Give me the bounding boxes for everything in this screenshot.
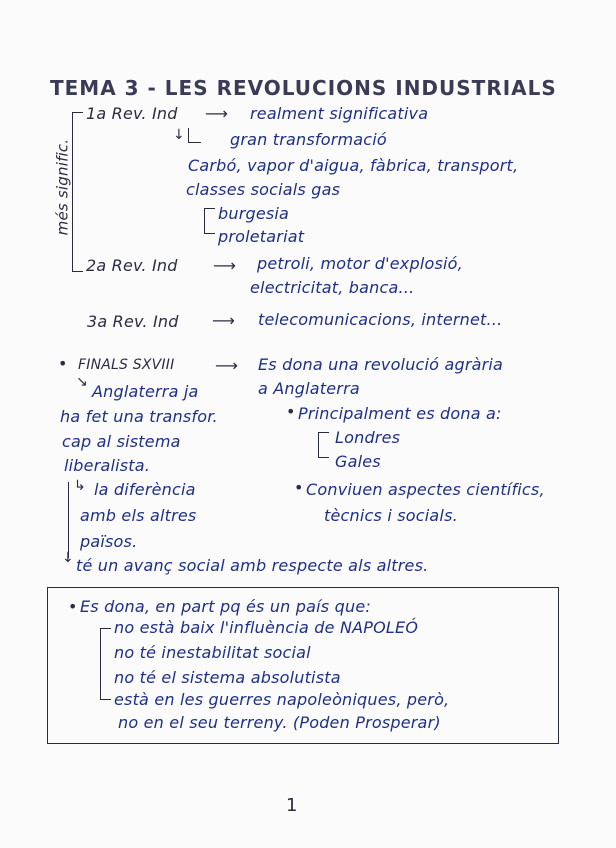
box-item-3: no té el sistema absolutista [114,668,341,687]
box-bullet: • [68,597,78,616]
diff-1: la diferència [94,480,196,499]
down-arrow: ↓ [173,127,185,143]
rev1-details-1: Carbó, vapor d'aigua, fàbrica, transport, [188,156,519,175]
diff-2: amb els altres [80,506,197,525]
box-item-1: no està baix l'influència de NAPOLEÓ [114,618,419,637]
finals-bullet: • [58,354,68,373]
curved-arrow: ↘ [76,374,88,390]
side-note: més signific. [53,138,72,236]
aspects-bullet: • [294,478,304,497]
england-4: liberalista. [64,456,151,475]
england-2: ha fet una transfor. [60,407,218,426]
rev3-arrow: ⟶ [212,311,236,330]
box-last: no en el seu terreny. (Poden Prosperar) [118,713,441,732]
aspects-2: tècnics i socials. [324,506,458,525]
down-arrow-2: ↓ [62,550,74,566]
finals-result-2: a Anglaterra [258,379,360,398]
place-gales: Gales [335,452,381,471]
rev1-result: realment significativa [250,104,429,123]
mainly-bullet: • [286,402,296,421]
diff-3: països. [80,532,138,551]
rev1-label: 1a Rev. Ind [86,104,178,123]
box-item-2: no té inestabilitat social [114,643,311,662]
box-item-4: està en les guerres napoleòniques, però, [114,690,450,709]
class-burgesia: burgesia [218,204,290,223]
rev1-sub: gran transformació [230,130,387,149]
finals-label: FINALS SXVIII [78,357,175,373]
box-bracket [100,628,111,700]
mainly: Principalment es dona a: [298,404,502,423]
place-londres: Londres [335,428,401,447]
rev1-sub-bracket [188,128,201,143]
rev2-result-2: electricitat, banca... [250,278,415,297]
rev2-label: 2a Rev. Ind [86,256,178,275]
page-title: TEMA 3 - LES REVOLUCIONS INDUSTRIALS [50,76,557,100]
rev2-arrow: ⟶ [213,256,237,275]
rev3-label: 3a Rev. Ind [87,312,179,331]
box-intro: Es dona, en part pq és un país que: [80,597,371,616]
rev2-result: petroli, motor d'explosió, [257,254,463,273]
rev1-details-2: classes socials gas [186,180,341,199]
finals-arrow: ⟶ [215,356,239,375]
england-3: cap al sistema [62,432,181,451]
class-proletariat: proletariat [218,227,305,246]
aspects-1: Conviuen aspectes científics, [306,480,545,499]
rev3-result: telecomunicacions, internet... [258,310,503,329]
places-bracket [318,432,329,458]
england-1: Anglaterra ja [92,382,199,401]
classes-bracket [204,208,215,234]
page-number: 1 [286,795,298,816]
side-bracket [72,112,83,272]
advance: té un avanç social amb respecte als altres. [76,556,429,575]
rev1-arrow: ⟶ [205,104,229,123]
diff-arrow: ↳ [74,478,86,494]
diff-line [68,482,69,558]
finals-result: Es dona una revolució agrària [258,355,504,374]
